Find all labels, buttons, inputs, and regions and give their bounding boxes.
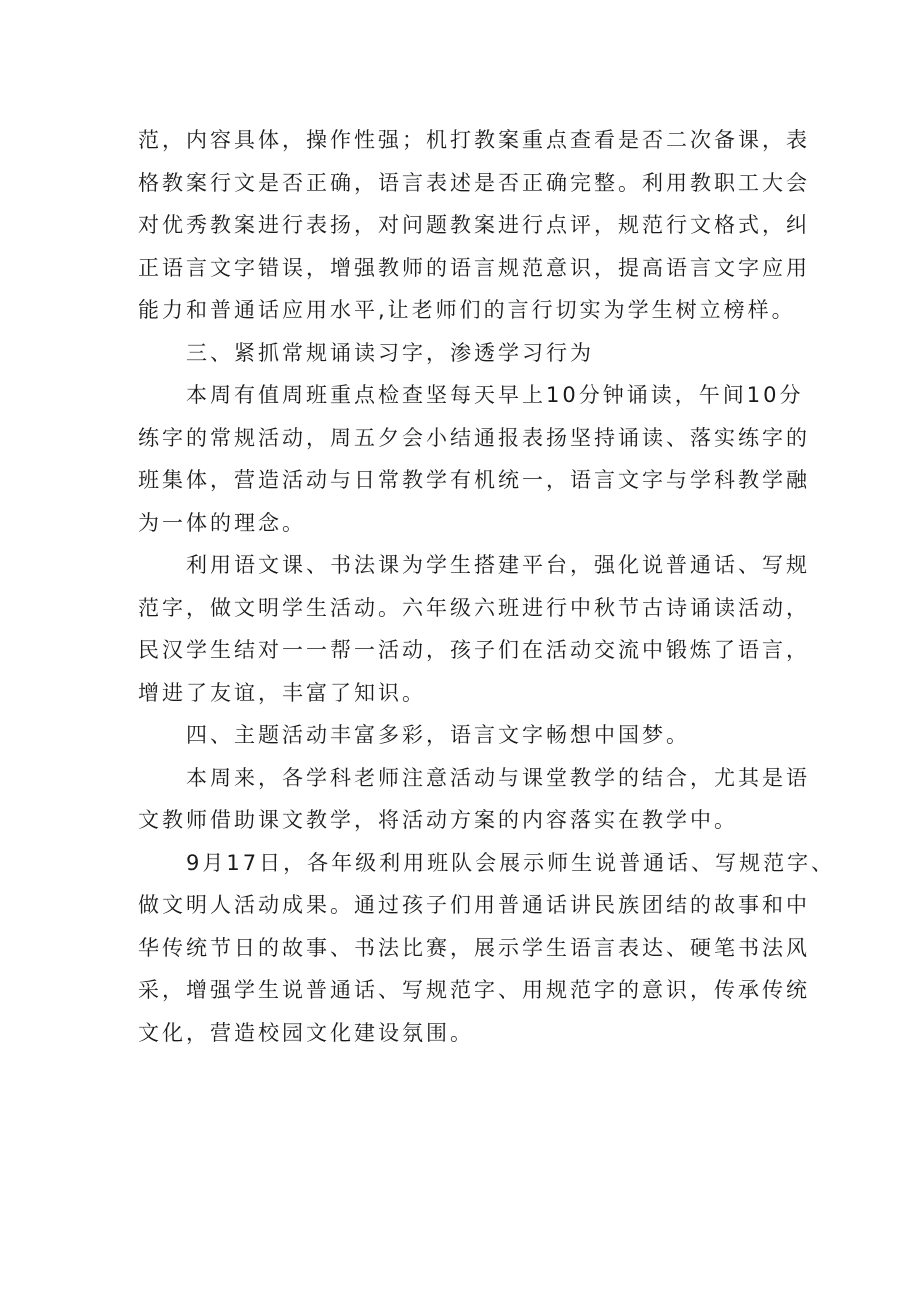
paragraph-calligraphy-class <box>138 544 810 714</box>
heading-line: 三、紧抓常规诵读习字，渗透学习行为 <box>186 340 594 365</box>
text-line: 本周来，各学科老师注意活动与课堂教学的结合，尤其是语 <box>186 765 810 790</box>
text-line: 文教师借助课文教学，将活动方案的内容落实在教学中。 <box>138 808 738 832</box>
text-line: 班集体，营造活动与日常教学有机统一，语言文字与学科教学融 <box>138 468 810 492</box>
text-line: 格教案行文是否正确，语言表述是否正确完整。利用教职工大会 <box>138 170 810 195</box>
text-line: 正语言文字错误，增强教师的语言规范意识，提高语言文字应用 <box>138 255 810 280</box>
paragraph-subject-teachers <box>138 757 810 842</box>
text-line: 为一体的理念。 <box>138 510 306 535</box>
text-line: 能力和普通话应用水平,让老师们的言行切实为学生树立榜样。 <box>138 298 796 322</box>
text-line: 华传统节日的故事、书法比赛，展示学生语言表达、硬笔书法风 <box>138 935 810 960</box>
text-line: 利用语文课、书法课为学生搭建平台，强化说普通话、写规 <box>186 553 810 577</box>
text-line: 范字，做文明学生活动。六年级六班进行中秋节古诗诵读活动， <box>138 595 810 620</box>
text-line: 文化，营造校园文化建设氛围。 <box>138 1020 474 1045</box>
document-body <box>138 119 836 1054</box>
text-line: 民汉学生结对一一帮一活动，孩子们在活动交流中锻炼了语言， <box>138 638 810 662</box>
text-line: 练字的常规活动，周五夕会小结通报表扬坚持诵读、落实练字的 <box>138 425 810 450</box>
section-heading-four <box>138 714 798 757</box>
text-line: 9月17日，各年级利用班队会展示师生说普通话、写规范字、 <box>186 850 836 875</box>
text-line: 对优秀教案进行表扬，对问题教案进行点评，规范行文格式，纠 <box>138 213 810 237</box>
paragraph-routine-reading <box>138 374 810 544</box>
text-line: 本周有值周班重点检查坚每天早上10分钟诵读，午间10分 <box>186 383 804 407</box>
text-line: 做文明人活动成果。通过孩子们用普通话讲民族团结的故事和中 <box>138 893 810 917</box>
section-heading-three <box>138 332 798 375</box>
text-line: 范，内容具体，操作性强；机打教案重点查看是否二次备课，表 <box>138 128 810 152</box>
paragraph-lesson-plan-review <box>138 119 810 332</box>
text-line: 增进了友谊，丰富了知识。 <box>138 680 426 705</box>
paragraph-class-meeting <box>138 842 836 1055</box>
heading-line: 四、主题活动丰富多彩，语言文字畅想中国梦。 <box>186 723 690 747</box>
text-line: 采，增强学生说普通话、写规范字、用规范字的意识，传承传统 <box>138 978 810 1002</box>
